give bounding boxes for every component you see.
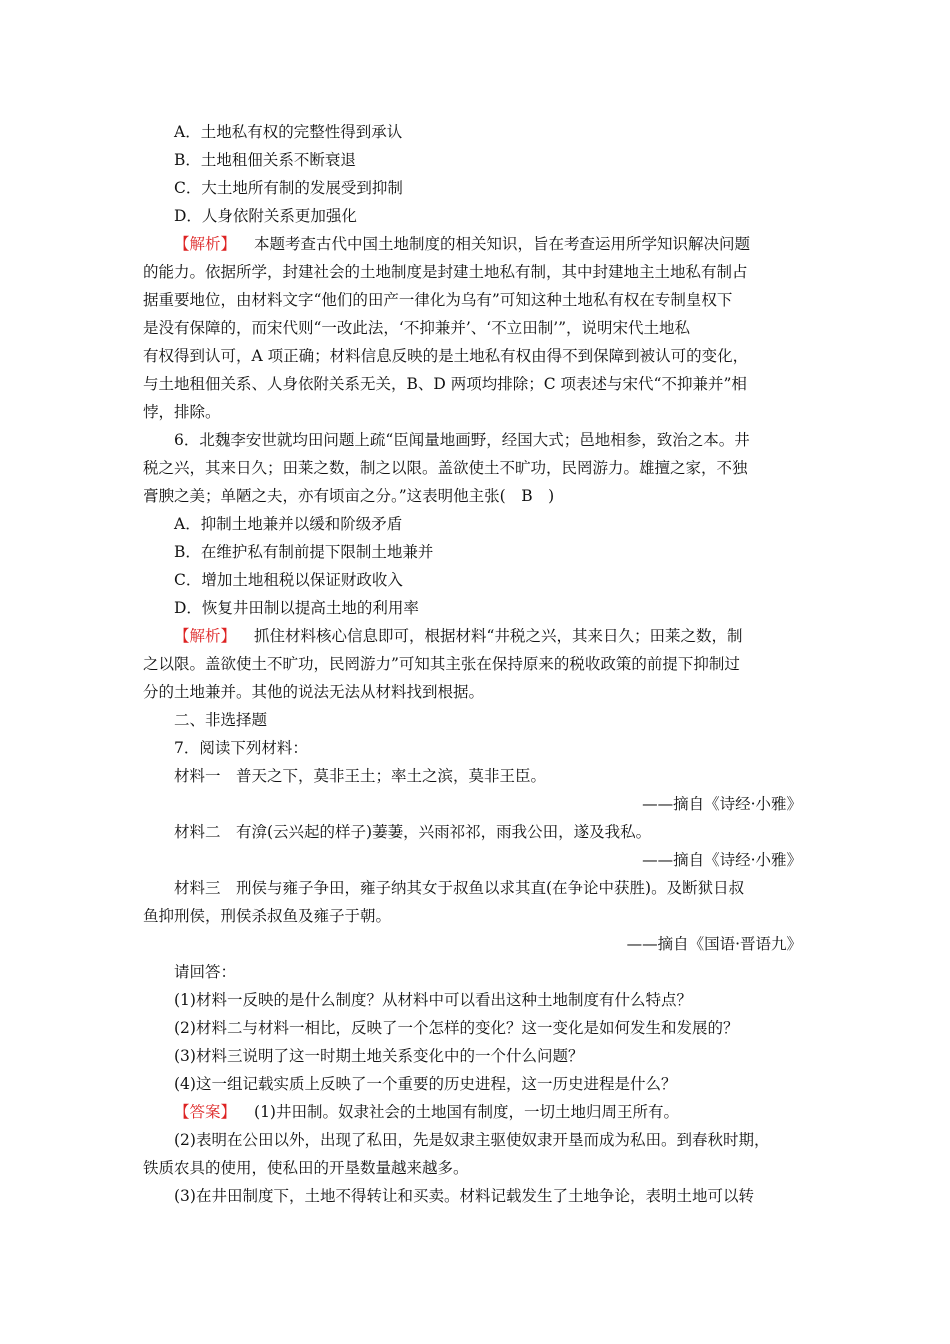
q7-answer-line-1 [174, 1098, 679, 1126]
q5-analysis-text-1: 本题考查古代中国土地制度的相关知识，旨在考查运用所学知识解决问题 [254, 235, 751, 253]
q6-stem-line-3: 膏腴之美；单陋之夫，亦有顷亩之分。”这表明他主张( B ) [143, 487, 555, 505]
q6-option-b: B．在维护私有制前提下限制土地兼并 [174, 543, 434, 561]
analysis-tag: 【解析】 [174, 627, 237, 645]
q6-analysis-line-3: 分的土地兼并。其他的说法无法从材料找到根据。 [143, 683, 485, 701]
q5-analysis-line-1 [174, 230, 750, 258]
q6-option-a: A．抑制土地兼并以缓和阶级矛盾 [174, 515, 403, 533]
q7-material-3-line-1: 材料三 刑侯与雍子争田，雍子纳其女于叔鱼以求其直(在争论中获胜)。及断狱日叔 [174, 879, 745, 897]
q7-material-2-source: ——摘自《诗经·小雅》 [642, 851, 802, 869]
q6-option-c: C．增加土地租税以保证财政收入 [174, 571, 403, 589]
q7-material-3-line-2: 鱼抑刑侯，刑侯杀叔鱼及雍子于朝。 [143, 907, 392, 925]
q5-analysis-line-6: 与土地租佃关系、人身依附关系无关，B、D 两项均排除；C 项表述与宋代“不抑兼并”相 [143, 375, 747, 393]
q7-material-1-source: ——摘自《诗经·小雅》 [642, 795, 802, 813]
q7-answer-line-2: (2)表明在公田以外，出现了私田，先是奴隶主驱使奴隶开垦而成为私田。到春秋时期， [174, 1131, 770, 1149]
q7-question-4: (4)这一组记载实质上反映了一个重要的历史进程，这一历史进程是什么？ [174, 1075, 677, 1093]
q7-stem: 7．阅读下列材料： [174, 739, 308, 757]
section-heading: 二、非选择题 [174, 711, 268, 729]
q5-option-d: D．人身依附关系更加强化 [174, 207, 357, 225]
q7-question-3: (3)材料三说明了这一时期土地关系变化中的一个什么问题？ [174, 1047, 584, 1065]
q7-material-2: 材料二 有渰(云兴起的样子)萋萋，兴雨祁祁，雨我公田，遂及我私。 [174, 823, 652, 841]
q5-option-c: C．大土地所有制的发展受到抑制 [174, 179, 403, 197]
q6-analysis-line-1 [174, 622, 742, 650]
q6-stem-line-1: 6．北魏李安世就均田问题上疏“臣闻量地画野，经国大式；邑地相参，致治之本。井 [174, 431, 750, 449]
q6-analysis-line-2: 之以限。盖欲使土不旷功，民罔游力”可知其主张在保持原来的税收政策的前提下抑制过 [143, 655, 740, 673]
q7-answer-line-3: 铁质农具的使用，使私田的开垦数量越来越多。 [143, 1159, 469, 1177]
q5-option-a: A．土地私有权的完整性得到承认 [174, 123, 403, 141]
q6-option-d: D．恢复井田制以提高土地的利用率 [174, 599, 419, 617]
q5-analysis-line-5: 有权得到认可，A 项正确；材料信息反映的是土地私有权由得不到保障到被认可的变化， [143, 347, 749, 365]
q7-question-1: (1)材料一反映的是什么制度？从材料中可以看出这种土地制度有什么特点？ [174, 991, 692, 1009]
q7-material-1: 材料一 普天之下，莫非王土；率土之滨，莫非王臣。 [174, 767, 547, 785]
q5-analysis-line-2: 的能力。依据所学，封建社会的土地制度是封建土地私有制，其中封建地主土地私有制占 [143, 263, 748, 281]
q5-analysis-line-4: 是没有保障的，而宋代则“一改此法，‘不抑兼并’、‘不立田制’”，说明宋代土地私 [143, 319, 691, 337]
q7-answer-line-4: (3)在井田制度下，土地不得转让和买卖。材料记载发生了土地争论，表明土地可以转 [174, 1187, 754, 1205]
q5-option-b: B．土地租佃关系不断衰退 [174, 151, 356, 169]
q7-answer-text-1: (1)井田制。奴隶社会的土地国有制度，一切土地归周王所有。 [254, 1103, 679, 1121]
q6-analysis-text-1: 抓住材料核心信息即可，根据材料“井税之兴，其来日久；田莱之数，制 [254, 627, 743, 645]
q5-analysis-line-3: 据重要地位，由材料文字“他们的田产一律化为乌有”可知这种土地私有权在专制皇权下 [143, 291, 733, 309]
answer-tag: 【答案】 [174, 1103, 237, 1121]
q7-material-3-source: ——摘自《国语·晋语九》 [626, 935, 802, 953]
q7-question-2: (2)材料二与材料一相比，反映了一个怎样的变化？这一变化是如何发生和发展的？ [174, 1019, 739, 1037]
q5-analysis-line-7: 悖，排除。 [143, 403, 221, 421]
q6-stem-line-2: 税之兴，其来日久；田莱之数，制之以限。盖欲使土不旷功，民罔游力。雄擅之家，不独 [143, 459, 748, 477]
q7-ask: 请回答： [174, 963, 237, 981]
analysis-tag: 【解析】 [174, 235, 237, 253]
